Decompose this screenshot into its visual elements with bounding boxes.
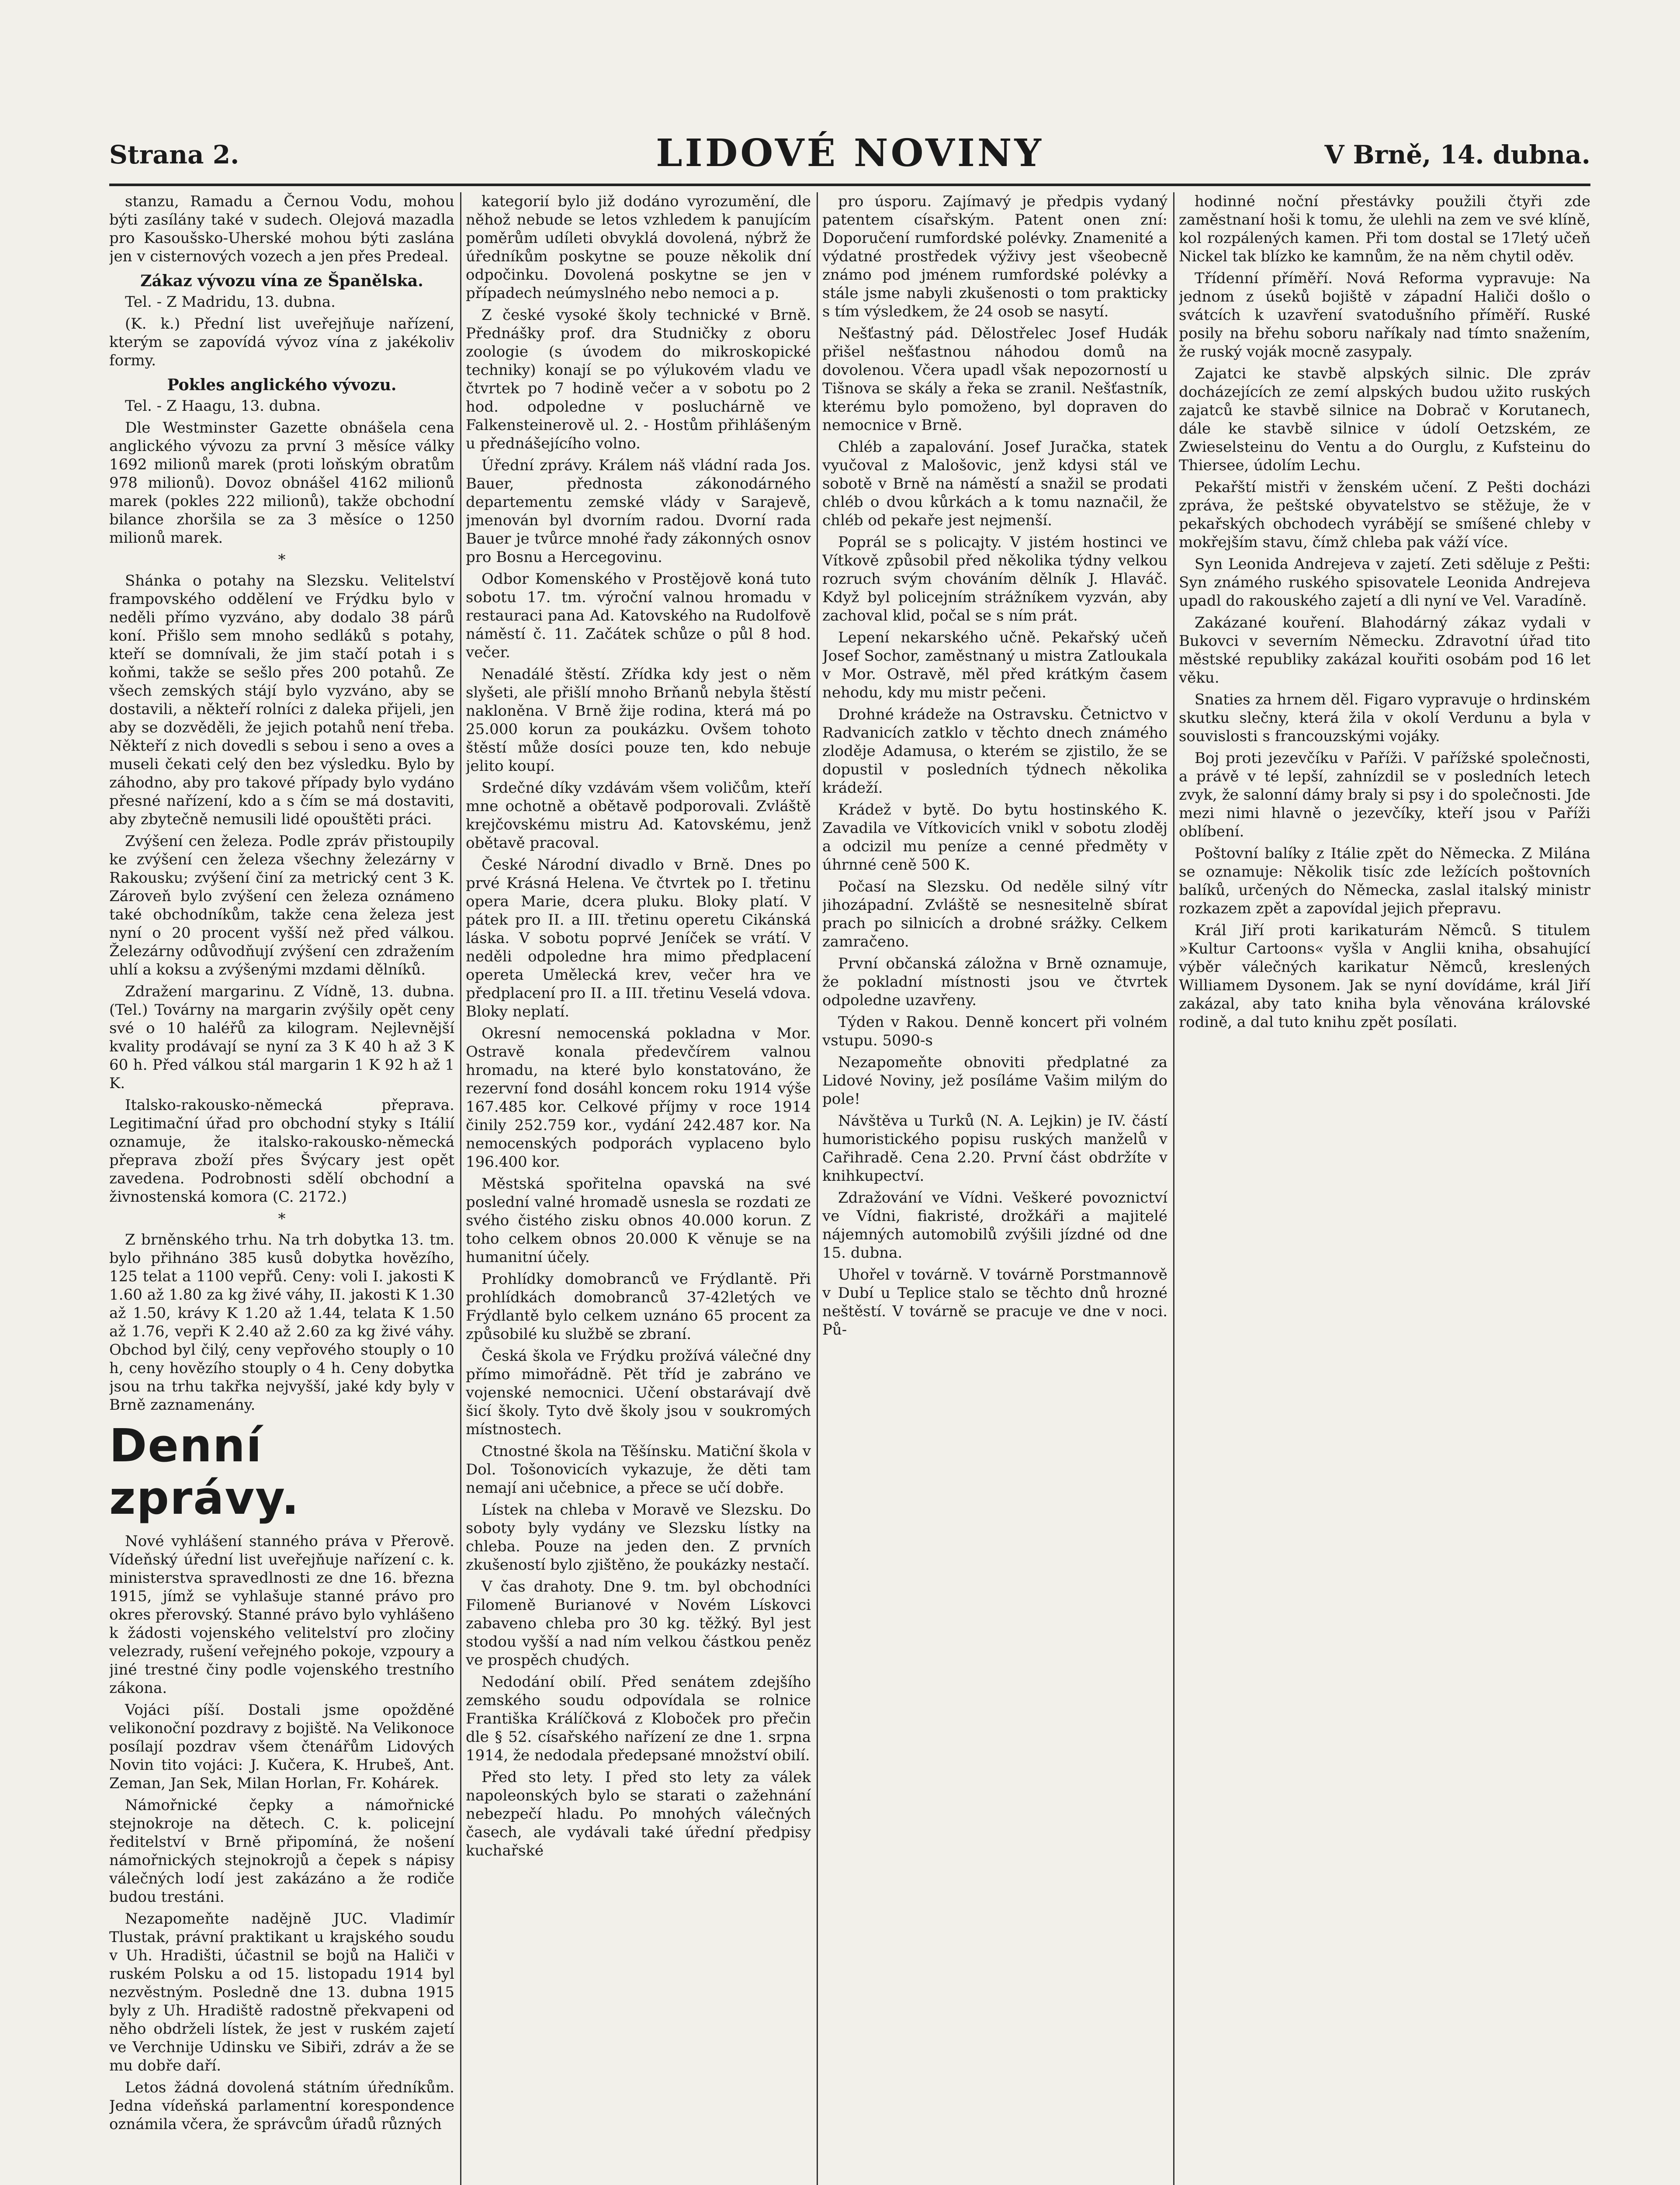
article-paragraph: Zakázané kouření. Blahodárný zákaz vydali v Bukovci v severním Německu. Zdravotní úřad tito městské republiky zakázal kouřiti osobám pod 16 let věku. bbox=[1179, 614, 1590, 687]
article-paragraph: Městská spořitelna opavská na své poslední valné hromadě usnesla se rozdati ze svého čistého zisku obnos 40.000 korun. Z toho celkem obnos 20.000 K věnuje se na humanitní účely. bbox=[466, 1175, 811, 1266]
column-divider bbox=[1173, 192, 1174, 2185]
article-paragraph: stanzu, Ramadu a Černou Vodu, mohou býti zasílány také v sudech. Olejová mazadla pro Kasoušsko-Uherské mohou býti zaslána jen v cisternových vozech a jen přes Predeal. bbox=[109, 193, 454, 265]
article-paragraph: Nenadálé štěstí. Zřídka kdy jest o něm slyšeti, ale přišlí mnoho Brňanů nebyla štěstí nakloněna. V Brně žije rodina, která má po 25.000 korun za poukázku. Ovšem tohoto štěstí může dosíci pouze ten, kdo nebuje jelito koupí. bbox=[466, 666, 811, 775]
article-heading: Zákaz vývozu vína ze Španělska. bbox=[140, 272, 423, 290]
column-divider bbox=[460, 192, 461, 2185]
article-paragraph: Poštovní balíky z Itálie zpět do Německa. Z Milána se oznamuje: Několik tisíc zde ležících poštovních balíků, určených do Německa, zaslal italský ministr rozkazem zpět a zapovídal jejich přepravu. bbox=[1179, 845, 1590, 917]
article-paragraph: Z české vysoké školy technické v Brně. Přednášky prof. dra Studničky z oboru zoologie (s úvodem do mikroskopické techniky) konají se po výlukovém vladu ve čtvrtek po 7 hodině večer a v sobotu po 2 hod. odpoledne v posluchárně ve Falkensteinerově ul. 2. - Hostům přihlášeným u přednášejícího volno. bbox=[466, 306, 811, 452]
article-paragraph: Návštěva u Turků (N. A. Lejkin) je IV. částí humoristického popisu ruských manželů v Cařihradě. Cena 2.20. První část obdržíte v knihkupectví. bbox=[822, 1112, 1167, 1185]
article-paragraph: Nezapomeňte nadějně JUC. Vladimír Tlustak, právní praktikant u krajského soudu v Uh. Hradišti, účastnil se bojů na Haliči v ruském Polsku a od 15. listopadu 1914 byl nezvěstným. Posledně dne 13. dubna 1915 byly z Uh. Hradiště radostně překvapeni od něho obdrželi lístek, že jest v ruském zajetí ve Verchnije Udinsku ve Sibiři, zdráv a že se mu dobře daří. bbox=[109, 1910, 454, 2074]
section-separator: * bbox=[278, 1210, 286, 1228]
article-paragraph: Král Jiří proti karikaturám Němců. S titulem »Kultur Cartoons« vyšla v Anglii kniha, obsahující výběr válečných karikatur Němců, kreslených Williamem Dysonem. Jak se nyní dovídáme, král Jiří zakázal, aby tato kniha byla věnována královské rodině, a dal tuto knihu zpět posílati. bbox=[1179, 922, 1590, 1031]
article-paragraph: Okresní nemocenská pokladna v Mor. Ostravě konala předevčírem valnou hromadu, na které bylo konstatováno, že rezervní fond dosáhl koncem roku 1914 výše 167.485 kor. Celkové příjmy v roce 1914 činily 252.759 kor., vydání 242.487 kor. Na nemocenských podporách vyplaceno bylo 196.400 kor. bbox=[466, 1025, 811, 1171]
article-paragraph: Odbor Komenského v Prostějově koná tuto sobotu 17. tm. výroční valnou hromadu v restauraci pana Ad. Katovského na Rudolfově náměstí č. 11. Začátek schůze o půl 8 hod. večer. bbox=[466, 570, 811, 661]
article-paragraph: Nedodání obilí. Před senátem zdejšího zemského soudu odpovídala se rolnice Františka Králíčková z Kloboček pro přečin dle § 52. císařského nařízení ze dne 1. srpna 1914, že nedodala předepsané množství obilí. bbox=[466, 1673, 811, 1764]
article-paragraph: Zdražení margarinu. Z Vídně, 13. dubna. (Tel.) Továrny na margarin zvýšily opět ceny své o 10 haléřů za kilogram. Nejlevnější kvality prodávají se nyní za 3 K 40 h až 3 K 60 h. Před válkou stál margarin 1 K 92 h až 1 K. bbox=[109, 983, 454, 1092]
article-paragraph: Tel. - Z Madridu, 13. dubna. bbox=[125, 293, 336, 311]
article-paragraph: Italsko-rakousko-německá přeprava. Legitimační úřad pro obchodní styky s Itálií oznamuje, že italsko-rakousko-německá přeprava zboží přes Švýcary jest opět zavedena. Podrobnosti sdělí obchodní a živnostenská komora (C. 2172.) bbox=[109, 1096, 454, 1206]
article-paragraph: kategorií bylo již dodáno vyrozumění, dle něhož nebude se letos vzhledem k panujícím poměrům udíleti obvyklá dovolená, nýbrž že úředníkům poskytne se pouze několik dní odpočinku. Dovolená poskytne se jen v případech neúmyslného nebo nemoci a p. bbox=[466, 193, 811, 302]
article-paragraph: Námořnické čepky a námořnické stejnokroje na dětech. C. k. policejní ředitelství v Brně připomíná, že nošení námořnických stejnokrojů a čepek s nápisy válečných lodí jest zakázáno a že rodiče budou trestáni. bbox=[109, 1797, 454, 1906]
article-paragraph: Dle Westminster Gazette obnášela cena anglického vývozu za první 3 měsíce války 1692 milionů marek (proti loňským obratům 978 milionů). Dovoz obnášel 4162 milionů marek (pokles 222 milionů), takže obchodní bilance zhoršila se za 3 měsíce o 1250 milionů marek. bbox=[109, 419, 454, 547]
article-paragraph: Týden v Rakou. Denně koncert při volném vstupu. 5090-s bbox=[822, 1013, 1167, 1049]
column-3 bbox=[822, 192, 1167, 2185]
article-paragraph: Srdečné díky vzdávám všem voličům, kteří mne ochotně a obětavě podporovali. Zvláště krejčovskému mistru Ad. Katovskému, jenž obětavě pracoval. bbox=[466, 779, 811, 852]
page-header bbox=[109, 131, 1590, 179]
header-rule bbox=[109, 184, 1590, 186]
article-paragraph: Zdražování ve Vídni. Veškeré povoznictví ve Vídni, fiakristé, drožkáři a majitelé nájemných automobilů zvýšili jízdné od dne 15. dubna. bbox=[822, 1189, 1167, 1262]
newspaper-title: LIDOVÉ NOVINY bbox=[656, 131, 1044, 175]
column-4 bbox=[1179, 192, 1590, 2185]
article-paragraph: V čas drahoty. Dne 9. tm. byl obchodníci Filomeně Burianové v Novém Lískovci zabaveno chleba pro 30 kg. těžký. Byl jest stodou vyšší a nad ním velkou částkou peněz ve prospěch chudých. bbox=[466, 1578, 811, 1669]
article-paragraph: Letos žádná dovolená státním úředníkům. Jedna vídeňská parlamentní korespondence oznámila včera, že správcům úřadů různých bbox=[109, 2079, 454, 2133]
article-paragraph: Drohné krádeže na Ostravsku. Četnictvo v Radvanicích zatklo v těchto dnech známého zloděje Adamusa, o kterém se zjistilo, že se dopustil v posledních týdnech několika krádeží. bbox=[822, 706, 1167, 797]
article-paragraph: Nové vyhlášení stanného práva v Přerově. Vídeňský úřední list uveřejňuje nařízení c. k. ministerstva spravedlnosti ze dne 16. března 1915, jímž se vyhlašuje stanné právo pro okres přerovský. Stanné právo bylo vyhlášeno k žádosti vojenského velitelství pro zločiny velezrady, rušení veřejného pokoje, vzpoury a jiné trestné činy podle vojenského trestního zákona. bbox=[109, 1533, 454, 1697]
column-1 bbox=[109, 192, 454, 2185]
article-paragraph: Nešťastný pád. Dělostřelec Josef Hudák přišel nešťastnou náhodou domů na dovolenou. Včera upadl však nepozorností u Tišnova se skály a řeka se zranil. Nešťastník, kterému bylo pomoženo, byl dopraven do nemocnice v Brně. bbox=[822, 325, 1167, 434]
article-paragraph: Tel. - Z Haagu, 13. dubna. bbox=[125, 397, 321, 415]
article-paragraph: Uhořel v továrně. V továrně Porstmannově v Dubí u Teplice stalo se těchto dnů hrozné neštěstí. V továrně se pracuje ve dne v noci. Pů- bbox=[822, 1266, 1167, 1339]
article-paragraph: Úřední zprávy. Králem náš vládní rada Jos. Bauer, přednosta zákonodárného departementu zemské vlády v Sarajevě, jmenován byl dvorním radou. Dvorní rada Bauer je tvůrce mnohé řady zákonných osnov pro Bosnu a Hercegovinu. bbox=[466, 457, 811, 566]
article-paragraph: Zajatci ke stavbě alpských silnic. Dle zpráv docházejících ze zemí alpských budou užito ruských zajatců ke stavbě silnice na Dobrač v Korutanech, dále ke stavbě silnice v údolí Oetzském, ze Zwieselsteinu do Ventu a do Ourglu, z Kufsteinu do Thiersee, údolím Lechu. bbox=[1179, 365, 1590, 474]
page-number: Strana 2. bbox=[109, 140, 239, 170]
article-paragraph: České Národní divadlo v Brně. Dnes po prvé Krásná Helena. Ve čtvrtek po I. třetinu opera Marie, dcera pluku. Bloky platí. V pátek pro II. a III. třetinu operetu Cikánská láska. V sobotu poprvé Jeníček se vrátí. V neděli odpoledne hra mimo předplacení opereta Umělecká krev, večer hra ve předplacení pro II. a III. třetinu Veselá vdova. Bloky neplatí. bbox=[466, 856, 811, 1020]
article-paragraph: pro úsporu. Zajímavý je předpis vydaný patentem císařským. Patent onen zní: Doporučení rumfordské polévky. Znamenité a výdatné prostředek výživy jest všeobecně známo pod jménem rumfordské polévky a stále jsme nabyli zkušenosti o tom prakticky s tím výsledkem, že 24 osob se nasytí. bbox=[822, 193, 1167, 320]
article-paragraph: Nezapomeňte obnoviti předplatné za Lidové Noviny, jež posíláme Vašim milým do pole! bbox=[822, 1054, 1167, 1108]
article-paragraph: Ctnostné škola na Těšínsku. Matiční škola v Dol. Tošonovicích vykazuje, že děti tam nemají ani učebnice, a přece se učí dobře. bbox=[466, 1443, 811, 1497]
article-paragraph: Před sto lety. I před sto lety za válek napoleonských bylo se starati o zažehnání nebezpečí hladu. Po mnohých válečných časech, ale vydávali také úřední předpisy kuchařské bbox=[466, 1769, 811, 1859]
article-paragraph: Počasí na Slezsku. Od neděle silný vítr jihozápadní. Zvláště se nesnesitelně sbírat prach po silnicích a drobné srážky. Celkem zamračeno. bbox=[822, 878, 1167, 950]
article-paragraph: Krádež v bytě. Do bytu hostinského K. Zavadila ve Vítkovicích vnikl v sobotu zloděj a odcizil mu peníze a cenné předměty v úhrnné ceně 500 K. bbox=[822, 801, 1167, 874]
article-heading: Pokles anglického vývozu. bbox=[167, 376, 397, 394]
article-paragraph: Chléb a zapalování. Josef Juračka, statek vyučoval z Malošovic, jenž kdysi stál ve sobotě v Brně na náměstí a snažil se prodati chléb o dvou kůrkách a k tomu naznačil, že chléb od pekaře jest nejmenší. bbox=[822, 438, 1167, 529]
section-separator: * bbox=[278, 551, 286, 569]
issue-date: V Brně, 14. dubna. bbox=[1324, 140, 1590, 170]
article-paragraph: (K. k.) Přední list uveřejňuje nařízení, kterým se zapovídá vývoz vína z jakékoliv formy. bbox=[109, 315, 454, 369]
article-paragraph: Česká škola ve Frýdku prožívá válečné dny přímo mimořádně. Pět tříd je zabráno ve vojenské nemocnici. Učení obstarávají dvě šicí školy. Tyto dvě školy jsou v soukromých místnostech. bbox=[466, 1347, 811, 1438]
article-paragraph: Boj proti jezevčíku v Paříži. V pařížské společnosti, a právě v té lepší, zahnízdil se v posledních letech zvyk, že salonní dámy braly si psy i do společnosti. Jde mezi nimi hlavně o jezevčíky, kteří jsou v Paříži oblíbení. bbox=[1179, 749, 1590, 840]
article-paragraph: Snaties za hrnem děl. Figaro vypravuje o hrdinském skutku slečny, která žila v okolí Verdunu a byla v souvislosti s francouzskými vojáky. bbox=[1179, 691, 1590, 745]
article-paragraph: Třídenní příměří. Nová Reforma vypravuje: Na jednom z úseků bojiště v západní Haliči došlo o svátcích k uzavření svatodušního příměří. Ruské posily na břehu soboru naříkaly nad tímto snažením, že ruský voják mocně zasypaly. bbox=[1179, 270, 1590, 361]
article-paragraph: Z brněnského trhu. Na trh dobytka 13. tm. bylo přihnáno 385 kusů dobytka hovězího, 125 telat a 1100 vepřů. Ceny: voli I. jakosti K 1.60 až 1.80 za kg živé váhy, II. jakosti K 1.30 až 1.50, krávy K 1.20 až 1.44, telata K 1.50 až 1.76, vepři K 2.40 až 2.60 za kg živé váhy. Obchod byl čilý, ceny vepřového stouply o 10 h, ceny hovězího stouply o 4 h. Ceny dobytka jsou na trhu takřka nejvyšší, jaké kdy byly v Brně zaznamenány. bbox=[109, 1231, 454, 1414]
article-paragraph: Vojáci píší. Dostali jsme opožděné velikonoční pozdravy z bojiště. Na Velikonoce posílají pozdrav všem čtenářům Lidových Novin tito vojáci: J. Kučera, K. Hrubeš, Ant. Zeman, Jan Sek, Milan Horlan, Fr. Kohárek. bbox=[109, 1701, 454, 1792]
column-divider bbox=[817, 192, 818, 2185]
section-title: Denní zprávy. bbox=[109, 1419, 300, 1525]
article-paragraph: Lístek na chleba v Moravě ve Slezsku. Do soboty byly vydány ve Slezsku lístky na chleba. Pouze na jeden den. Z prvních zkušeností bylo zjištěno, že poukázky nestačí. bbox=[466, 1501, 811, 1574]
column-2 bbox=[466, 192, 811, 2185]
article-paragraph: hodinné noční přestávky použili čtyři zde zaměstnaní hoši k tomu, že ulehli na zem ve své klíně, kol rozpálených kamen. Při tom dostal se 17letý učeň Nickel tak blízko ke kamnům, že na něm chytil oděv. bbox=[1179, 193, 1590, 265]
article-paragraph: Prohlídky domobranců ve Frýdlantě. Při prohlídkách domobranců 37-42letých ve Frýdlantě bylo celkem uznáno 65 procent za způsobilé ku službě se zbraní. bbox=[466, 1270, 811, 1343]
article-paragraph: Pekařští mistři v ženském učení. Z Pešti docházi zpráva, že peštské obyvatelstvo se stěžuje, že v pekařských obchodech vyrábějí se smíšené chleby v mokřejším stavu, čímž chleba pak váží více. bbox=[1179, 479, 1590, 551]
article-paragraph: První občanská záložna v Brně oznamuje, že pokladní místnosti jsou ve čtvrtek odpoledne uzavřeny. bbox=[822, 955, 1167, 1009]
article-paragraph: Syn Leonida Andrejeva v zajetí. Zeti sděluje z Pešti: Syn známého ruského spisovatele Leonida Andrejeva upadl do rakouského zajetí a dli nyní ve Vel. Varadíně. bbox=[1179, 555, 1590, 610]
article-paragraph: Poprál se s policajty. V jistém hostinci ve Vítkově způsobil před několika týdny velkou rozruch svým chováním dělník J. Hlaváč. Když byl policejním strážníkem vyzván, aby zachoval klid, počal se s ním prát. bbox=[822, 534, 1167, 624]
article-paragraph: Zvýšení cen železa. Podle zpráv přistoupily ke zvýšení cen železa všechny železárny v Rakousku; zvýšení činí za metrický cent 3 K. Zároveň bylo zvýšení cen železa oznámeno také obchodníkům, takže cena železa jest nyní o 20 procent vyšší než před válkou. Železárny odůvodňují zvýšení cen zdražením uhlí a koksu a zvýšenými mzdami dělníků. bbox=[109, 832, 454, 978]
article-paragraph: Lepení nekarského učně. Pekařský učeň Josef Sochor, zaměstnaný u mistra Zatloukala v Mor. Ostravě, měl před krátkým časem nehodu, kdy mu mistr pečeni. bbox=[822, 629, 1167, 701]
article-paragraph: Shánka o potahy na Slezsku. Velitelství frampovského oddělení ve Frýdku bylo v neděli přímo vyzváno, aby dodalo 38 párů koní. Přišlo sem mnoho sedláků s potahy, kteří se domnívali, že jim stačí potah i s koňmi, takže se sešlo přes 200 potahů. Ze všech zemských stájí bylo vyzváno, aby se dostavili, a někteří rolníci z daleka přijeli, jen aby se dozvěděli, že jejich potahů není třeba. Někteří z nich dovedli s sebou i seno a oves a museli čekati celý den bez výsledku. Bylo by záhodno, aby pro takové případy bylo vydáno přesné nařízení, kdo a s čím se má dostaviti, aby zbytečně nemusili lidé opouštěti práci. bbox=[109, 572, 454, 828]
